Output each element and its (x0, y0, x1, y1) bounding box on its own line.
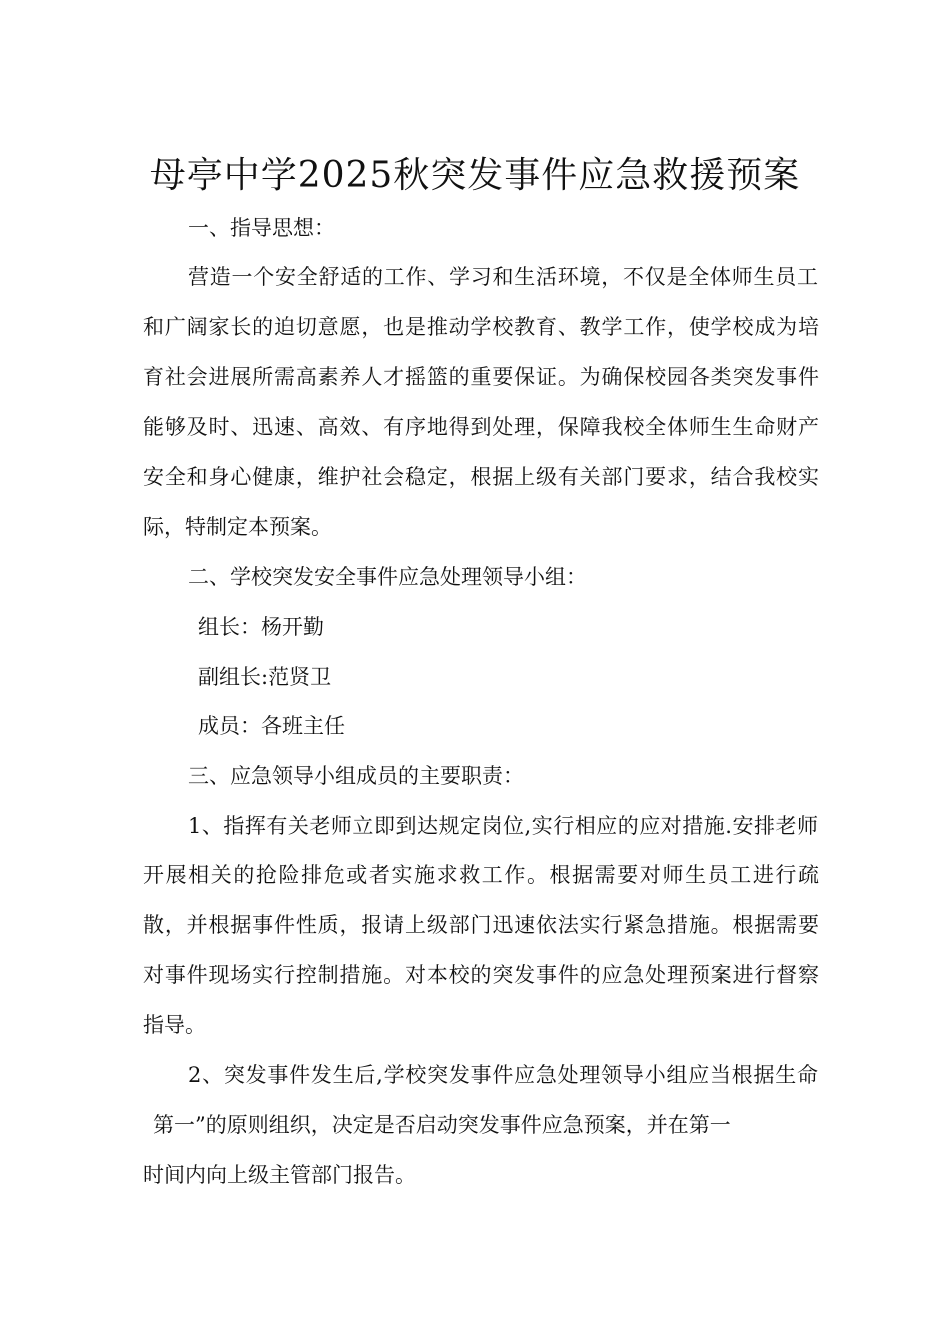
paragraph-line: 能够及时、迅速、高效、有序地得到处理，保障我校全体师生生命财产 (143, 415, 819, 439)
group-members: 成员：各班主任 (198, 714, 345, 738)
section-heading-responsibilities: 三、应急领导小组成员的主要职责： (188, 764, 524, 788)
paragraph-line: 指导。 (143, 1013, 206, 1037)
paragraph-line: 1、指挥有关老师立即到达规定岗位,实行相应的应对措施.安排老师 (188, 814, 818, 838)
paragraph-line: 第一”的原则组织，决定是否启动突发事件应急预案，并在第一 (153, 1113, 731, 1137)
group-deputy-leader: 副组长:范贤卫 (198, 665, 332, 689)
group-leader: 组长：杨开勤 (198, 615, 324, 639)
paragraph-line: 安全和身心健康，维护社会稳定，根据上级有关部门要求，结合我校实 (143, 465, 819, 489)
paragraph-line: 育社会进展所需高素养人才摇篮的重要保证。为确保校园各类突发事件 (143, 365, 819, 389)
section-heading-leadership-group: 二、学校突发安全事件应急处理领导小组： (188, 565, 587, 589)
paragraph-line: 和广阔家长的迫切意愿，也是推动学校教育、教学工作，使学校成为培 (143, 315, 819, 339)
paragraph-line: 散，并根据事件性质，报请上级部门迅速依法实行紧急措施。根据需要 (143, 913, 819, 937)
paragraph-line: 营造一个安全舒适的工作、学习和生活环境，不仅是全体师生员工 (188, 265, 818, 289)
paragraph-line: 开展相关的抢险排危或者实施求救工作。根据需要对师生员工进行疏 (143, 863, 819, 887)
paragraph-line: 对事件现场实行控制措施。对本校的突发事件的应急处理预案进行督察 (143, 963, 819, 987)
paragraph-line: 际，特制定本预案。 (143, 515, 332, 539)
document-title: 母亭中学2025秋突发事件应急救援预案 (149, 155, 801, 196)
paragraph-line: 2、突发事件发生后,学校突发事件应急处理领导小组应当根据生命 (188, 1063, 818, 1087)
section-heading-guiding-thought: 一、指导思想： (188, 216, 335, 240)
paragraph-line: 时间内向上级主管部门报告。 (143, 1163, 416, 1187)
